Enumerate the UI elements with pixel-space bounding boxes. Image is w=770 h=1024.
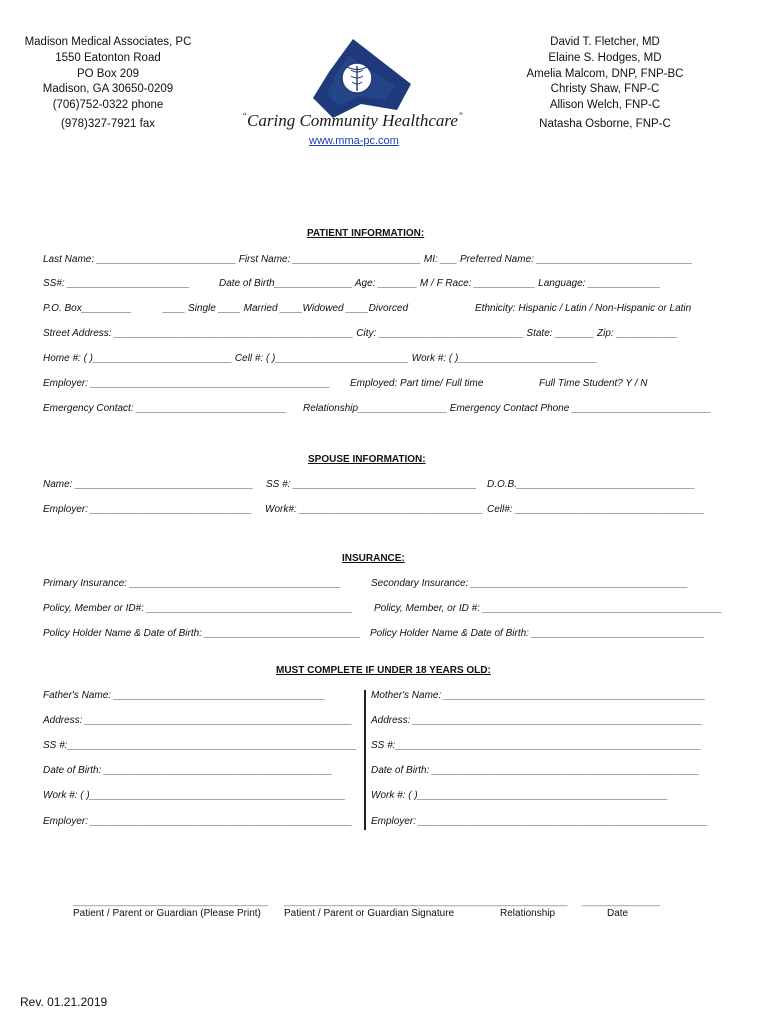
date-label: Date [607, 908, 629, 919]
tagline-open-quote: “ [242, 111, 248, 121]
father-dob-field[interactable]: Date of Birth: _________________________________________ [43, 765, 333, 776]
website-link[interactable]: www.mma-pc.com [309, 135, 399, 147]
employment-status-options[interactable]: Employed: Part time/ Full time [350, 378, 484, 389]
patient-name-row[interactable]: Last Name: _________________________ First Name: _______________________ MI: ___ Preferred Name: ____________________________ [43, 254, 693, 265]
mother-employer-field[interactable]: Employer: ____________________________________________________ [371, 816, 708, 827]
spouse-ssn-field[interactable]: SS #: _________________________________ [266, 479, 477, 490]
relationship-label: Relationship [500, 908, 556, 919]
patient-address-row[interactable]: Street Address: ___________________________________________ City: __________________________ State: _______ Zip: ___________ [43, 328, 678, 339]
spouse-name-field[interactable]: Name: ________________________________ [43, 479, 254, 490]
patient-dob-demographics-row[interactable]: Date of Birth______________ Age: _______ M / F Race: ___________ Language: _____________ [219, 278, 661, 289]
marital-status-options[interactable]: ____ Single ____ Married ____Widowed ____Divorced [163, 303, 409, 314]
secondary-policy-holder-field[interactable]: Policy Holder Name & Date of Birth: _______________________________ [370, 628, 705, 639]
tagline-close-quote: ” [457, 111, 463, 121]
relationship-line[interactable]: _______________ [484, 896, 568, 907]
practice-city: Madison, GA 30650-0209 [42, 83, 174, 96]
father-name-field[interactable]: Father's Name: ______________________________________ [43, 690, 326, 701]
revision-label: Rev. 01.21.2019 [20, 995, 108, 1009]
ethnicity-options[interactable]: Ethnicity: Hispanic / Latin / Non-Hispanic or Latin [475, 303, 692, 314]
father-work-phone-field[interactable]: Work #: ( )______________________________________________ [43, 790, 346, 801]
mother-dob-field[interactable]: Date of Birth: ________________________________________________ [371, 765, 700, 776]
patient-ssn-field[interactable]: SS#: ______________________ [43, 278, 190, 289]
practice-fax: (978)327-7921 fax [61, 117, 155, 130]
mother-address-field[interactable]: Address: ____________________________________________________ [371, 715, 703, 726]
print-name-label: Patient / Parent or Guardian (Please Print) [73, 908, 261, 919]
primary-policy-id-field[interactable]: Policy, Member or ID#: _____________________________________ [43, 603, 353, 614]
signature-line[interactable]: ____________________________________ [284, 896, 485, 907]
emergency-relationship-phone-row[interactable]: Relationship________________ Emergency Contact Phone _________________________ [303, 403, 712, 414]
student-status-options[interactable]: Full Time Student? Y / N [539, 378, 648, 389]
practice-phone: (706)752-0322 phone [52, 99, 164, 112]
mother-name-field[interactable]: Mother's Name: _______________________________________________ [371, 690, 706, 701]
mother-ssn-field[interactable]: SS #:_______________________________________________________ [371, 740, 702, 751]
practice-address-block [18, 35, 198, 133]
secondary-insurance-field[interactable]: Secondary Insurance: _______________________________________ [371, 578, 688, 589]
secondary-policy-id-field[interactable]: Policy, Member, or ID #: ___________________________________________ [374, 603, 722, 614]
provider-name: Allison Welch, FNP-C [549, 99, 661, 112]
print-name-line[interactable]: ___________________________________ [73, 896, 268, 907]
practice-pobox: PO Box 209 [76, 67, 139, 80]
mother-work-phone-field[interactable]: Work #: ( )_____________________________________________ [371, 790, 668, 801]
spouse-dob-field[interactable]: D.O.B.________________________________ [487, 479, 695, 490]
spouse-employer-field[interactable]: Employer: _____________________________ [43, 504, 253, 515]
date-line[interactable]: ______________ [582, 896, 660, 907]
provider-name: Christy Shaw, FNP-C [550, 83, 660, 96]
father-employer-field[interactable]: Employer: _______________________________________________ [43, 816, 353, 827]
practice-logo [305, 36, 415, 118]
section-title-spouse: SPOUSE INFORMATION: [308, 454, 426, 465]
father-ssn-field[interactable]: SS #:____________________________________________________ [43, 740, 357, 751]
father-address-field[interactable]: Address: ________________________________________________ [43, 715, 353, 726]
section-title-minor: MUST COMPLETE IF UNDER 18 YEARS OLD: [276, 665, 491, 676]
patient-pobox-field[interactable]: P.O. Box_________ [43, 303, 132, 314]
tagline-text: Caring Community Healthcare [247, 111, 458, 130]
practice-name: Madison Medical Associates, PC [24, 36, 192, 48]
emergency-contact-field[interactable]: Emergency Contact: ___________________________ [43, 403, 287, 414]
provider-name: David T. Fletcher, MD [550, 36, 660, 48]
practice-street: 1550 Eatonton Road [55, 51, 161, 64]
section-title-insurance: INSURANCE: [342, 553, 405, 564]
patient-phone-row[interactable]: Home #: ( )_________________________ Cell #: ( )________________________ Work #: ( )_________________________ [43, 353, 598, 364]
provider-name: Amelia Malcom, DNP, FNP-BC [526, 67, 684, 80]
provider-name: Natasha Osborne, FNP-C [539, 117, 671, 130]
patient-employer-field[interactable]: Employer: ___________________________________________ [43, 378, 330, 389]
tagline [242, 111, 463, 131]
provider-name: Elaine S. Hodges, MD [548, 51, 662, 64]
primary-insurance-field[interactable]: Primary Insurance: ______________________________________ [43, 578, 342, 589]
primary-policy-holder-field[interactable]: Policy Holder Name & Date of Birth: ____________________________ [43, 628, 361, 639]
column-divider [364, 690, 366, 830]
spouse-cell-field[interactable]: Cell#: __________________________________ [487, 504, 705, 515]
signature-label: Patient / Parent or Guardian Signature [284, 908, 455, 919]
section-title-patient: PATIENT INFORMATION: [307, 228, 425, 239]
spouse-work-phone-field[interactable]: Work#: _________________________________ [265, 504, 483, 515]
providers-list [500, 35, 710, 133]
